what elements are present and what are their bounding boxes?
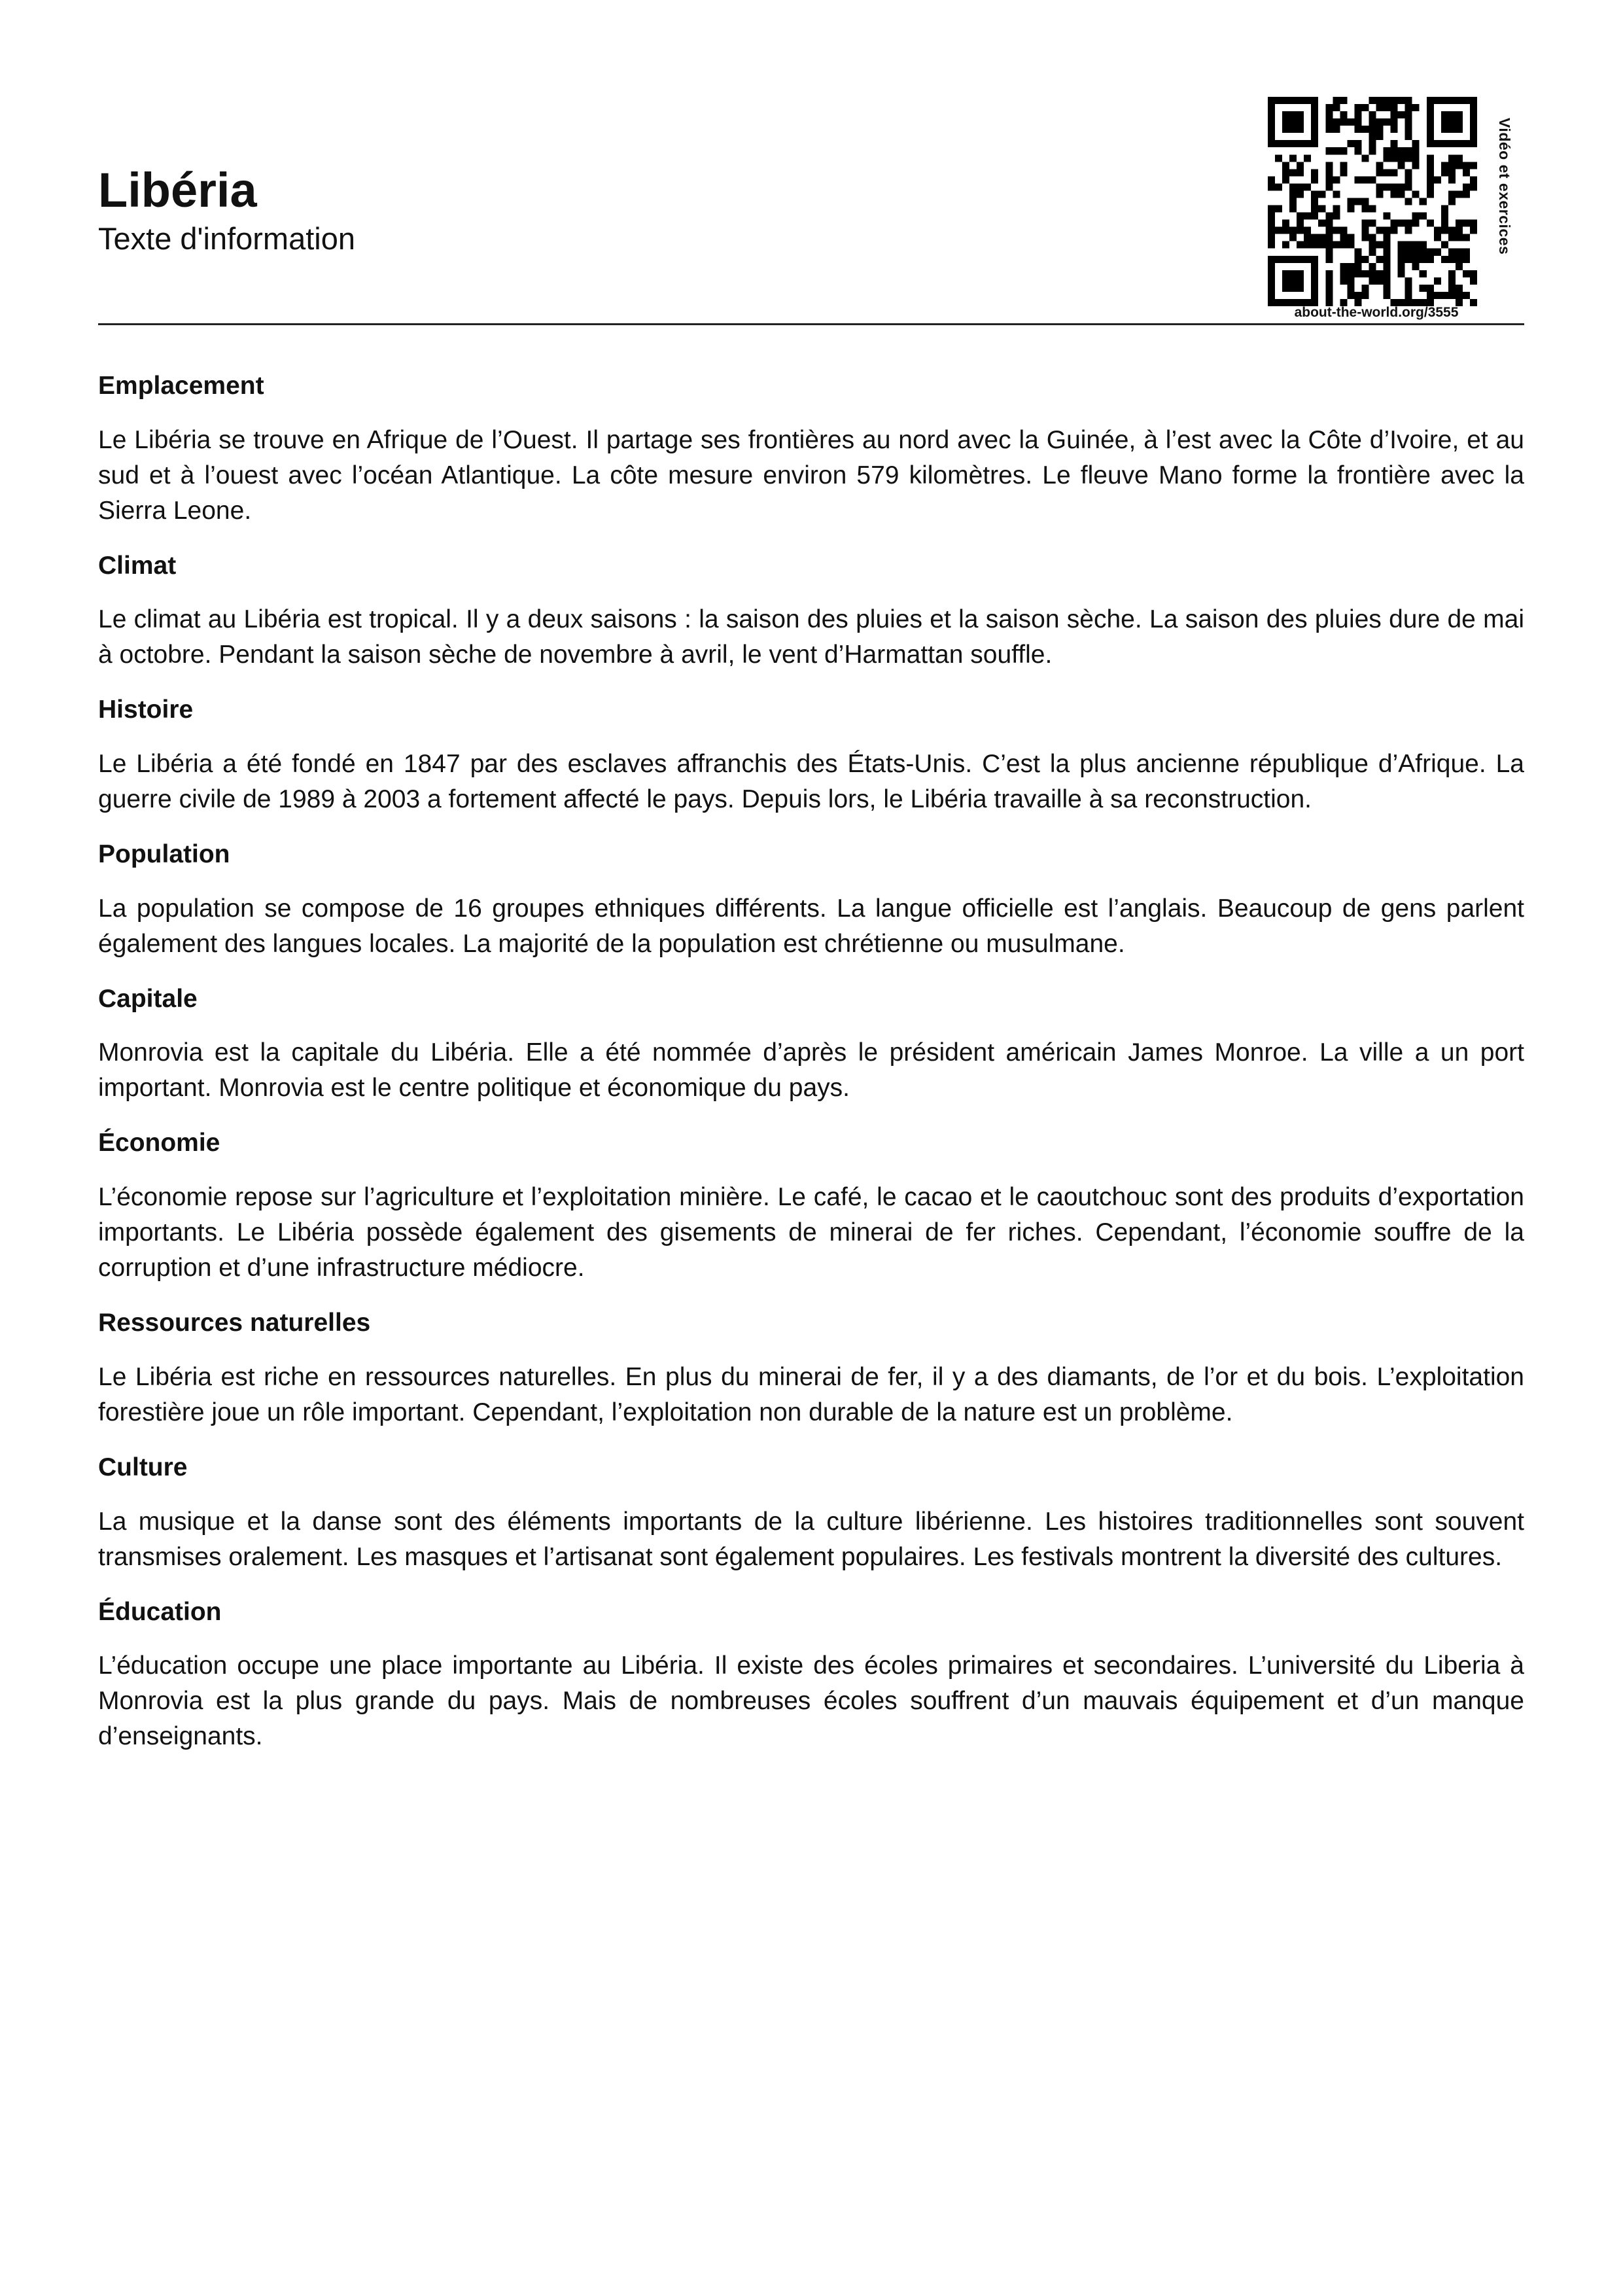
section-heading: Capitale [98, 984, 198, 1013]
section-population [98, 838, 1524, 983]
section-emplacement [98, 370, 1524, 550]
page-title: Libéria [98, 163, 257, 217]
section-culture [98, 1451, 1524, 1596]
section-ressources-naturelles [98, 1307, 1524, 1451]
section-body: L’économie repose sur l’agriculture et l’exploitation minière. Le café, le cacao et le caoutchouc sont des produits d’exportation importants. Le Libéria possède également des gisements de minerai de fer riches. Cependant, l’économie souffre de la corruption et d’une infrastructure médiocre. [98, 1183, 1524, 1282]
section-heading: Histoire [98, 696, 194, 724]
section-heading: Ressources naturelles [98, 1309, 371, 1337]
section-heading: Population [98, 840, 230, 869]
section-body: Monrovia est la capitale du Libéria. Elle a été nommée d’après le président américain James Monroe. La ville a un port important. Monrovia est le centre politique et économique du pays. [98, 1038, 1524, 1103]
content-sections [98, 370, 1524, 1775]
header-divider [98, 323, 1524, 325]
section-education [98, 1596, 1524, 1776]
qr-block[interactable] [1268, 97, 1529, 320]
section-body: Le Libéria se trouve en Afrique de l’Ouest. Il partage ses frontières au nord avec la Guinée, à l’est avec la Côte d’Ivoire, et au sud et à l’ouest avec l’océan Atlantique. La côte mesure environ 579 kilomètres. Le fleuve Mano forme la frontière avec la Sierra Leone. [98, 425, 1524, 525]
qr-side-label: Vidéo et exercices [1496, 118, 1513, 255]
section-body: Le Libéria est riche en ressources naturelles. En plus du minerai de fer, il y a des diamants, de l’or et du bois. L’exploitation forestière joue un rôle important. Cependant, l’exploitation non durable de la nature est un problème. [98, 1362, 1524, 1426]
section-climat [98, 550, 1524, 694]
section-body: La population se compose de 16 groupes ethniques différents. La langue officielle est l’anglais. Beaucoup de gens parlent également des langues locales. La majorité de la population est chrétienne ou musulmane. [98, 894, 1524, 958]
qr-code-icon[interactable] [1268, 97, 1477, 306]
qr-url-link[interactable]: about-the-world.org/3555 [1294, 305, 1459, 320]
section-heading: Culture [98, 1453, 188, 1481]
section-capitale [98, 983, 1524, 1127]
section-economie [98, 1127, 1524, 1307]
section-body: Le climat au Libéria est tropical. Il y a deux saisons : la saison des pluies et la saison sèche. La saison des pluies dure de mai à octobre. Pendant la saison sèche de novembre à avril, le vent d’Harmattan souffle. [98, 605, 1524, 669]
section-body: La musique et la danse sont des éléments importants de la culture libérienne. Les histoires traditionnelles sont souvent transmises oralement. Les masques et l’artisanat sont également populaires. Les festivals montrent la diversité des cultures. [98, 1507, 1524, 1571]
section-heading: Climat [98, 551, 177, 580]
section-heading: Économie [98, 1129, 220, 1157]
section-body: Le Libéria a été fondé en 1847 par des esclaves affranchis des États-Unis. C’est la plus ancienne république d’Afrique. La guerre civile de 1989 à 2003 a fortement affecté le pays. Depuis lors, le Libéria travaille à sa reconstruction. [98, 750, 1524, 814]
section-heading: Éducation [98, 1597, 222, 1626]
section-heading: Emplacement [98, 372, 264, 400]
section-body: L’éducation occupe une place importante au Libéria. Il existe des écoles primaires et secondaires. L’université du Liberia à Monrovia est la plus grande du pays. Mais de nombreuses écoles souffrent d’un mauvais équipement et d’un manque d’enseignants. [98, 1651, 1524, 1751]
page-subtitle: Texte d'information [98, 221, 356, 256]
section-histoire [98, 694, 1524, 838]
